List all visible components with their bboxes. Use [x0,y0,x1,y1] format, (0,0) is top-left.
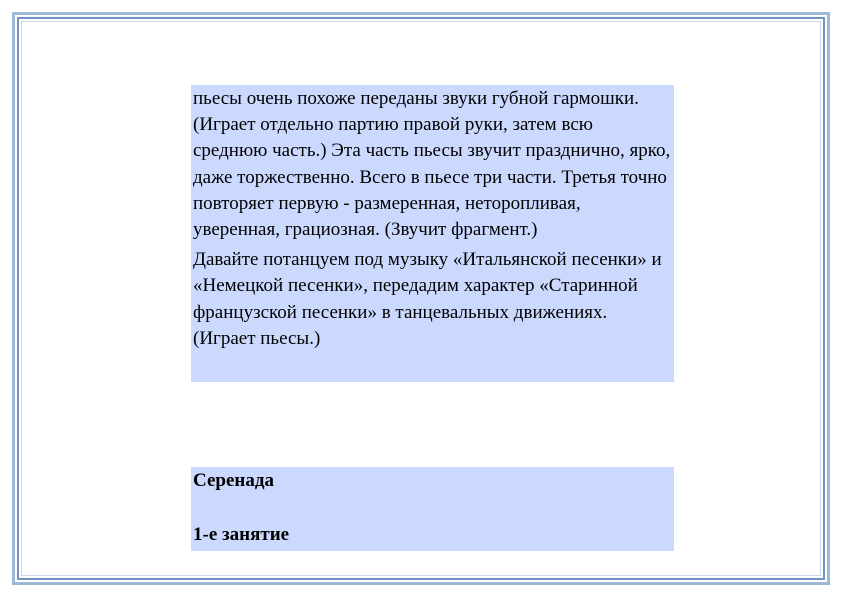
paragraph-1: пьесы очень похоже переданы звуки губной гармошки. (Играет отдельно партию правой руки, затем всю среднюю часть.) Эта часть пьесы звучит празднично, ярко, даже торжественно. Всего в пьесе три части. Третья точно повторяет первую - размеренная, неторопливая, уверенная, грациозная. (Звучит фрагмент.) [193,88,671,241]
lesson-number: 1-е занятие [193,524,290,545]
section-title: Серенада [193,470,274,491]
section-heading-block [191,467,674,551]
lesson-text-block [191,85,674,382]
paragraph-2: Давайте потанцуем под музыку «Итальянской песенки» и «Немецкой песенки», передадим характер «Старинной французской песенки» в танцевальных движениях. (Играет пьесы.) [193,249,662,349]
